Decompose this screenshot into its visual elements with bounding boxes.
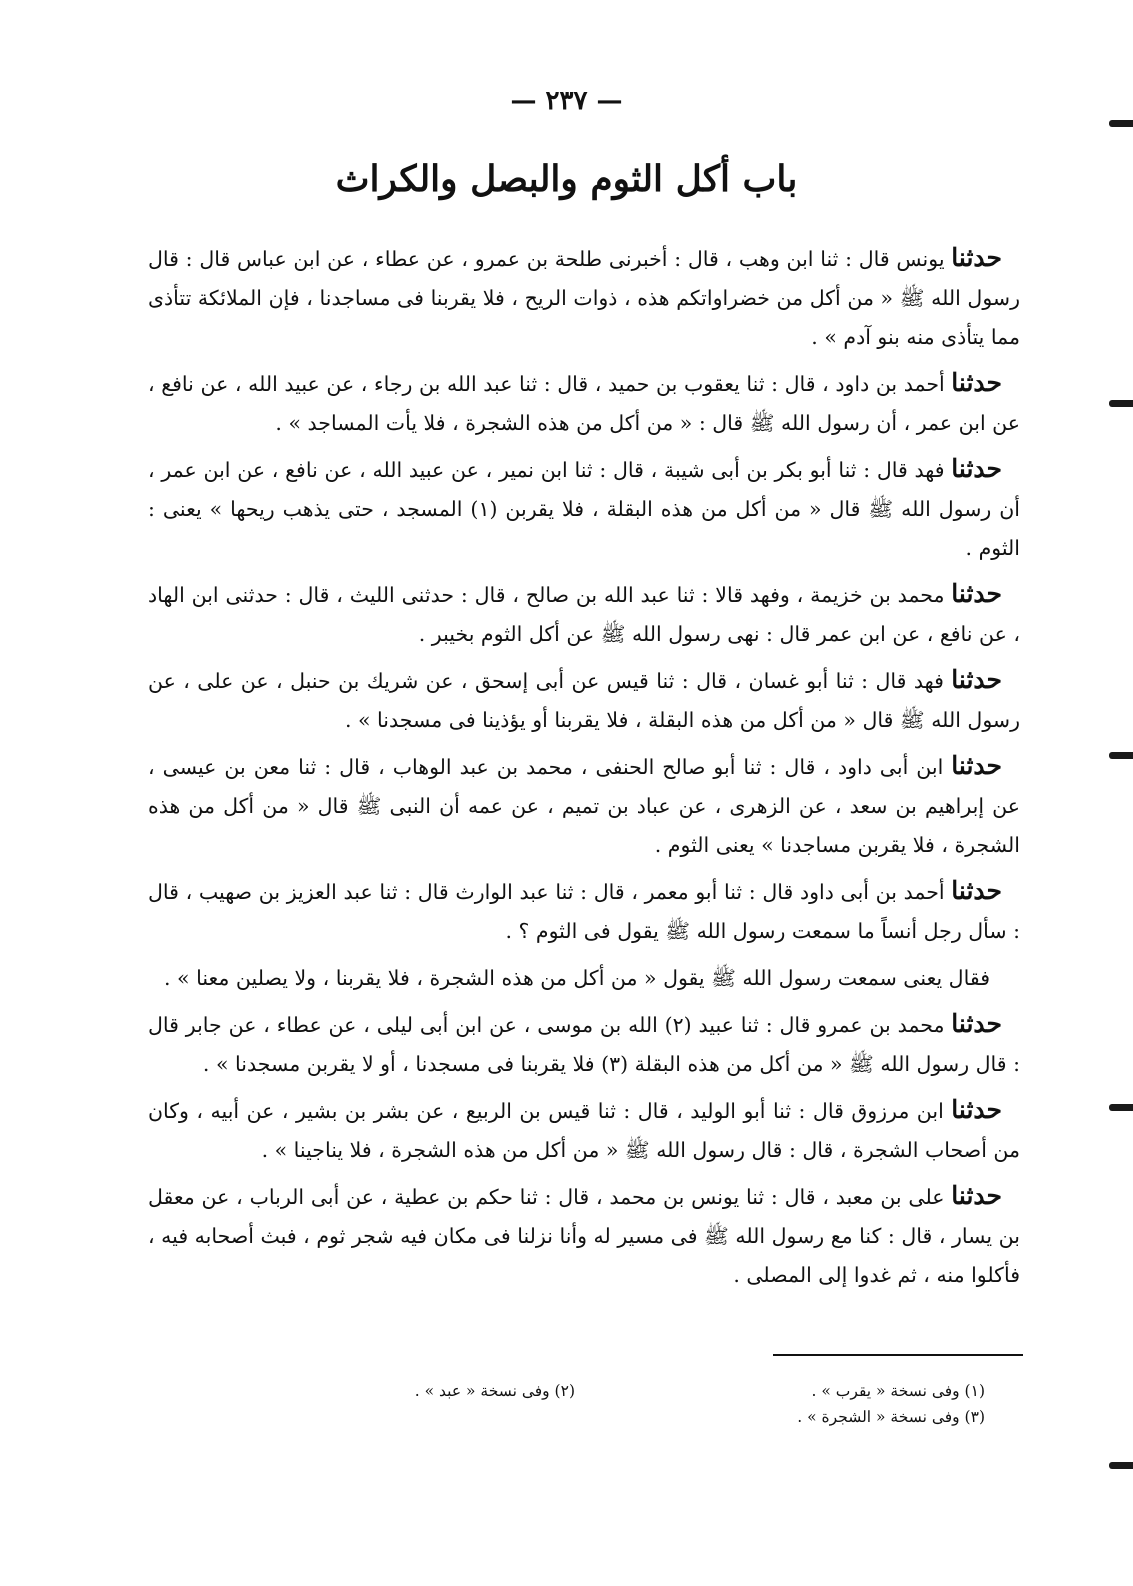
paragraph-lead: حدثنا bbox=[951, 579, 1002, 608]
hadith-paragraph bbox=[148, 1004, 1020, 1084]
page-edge-mark bbox=[1109, 752, 1133, 759]
hadith-paragraph bbox=[148, 746, 1020, 865]
paragraph-text: ابن مرزوق قال : ثنا أبو الوليد ، قال : ثنا قيس بن الربيع ، عن بشر بن بشير ، عن أبيه ، وكان من أصحاب الشجرة ، قال : قال رسول الله ﷺ « من أكل من هذه الشجرة ، فلا يناجينا » . bbox=[148, 1099, 1020, 1162]
paragraph-lead: حدثنا bbox=[951, 1009, 1002, 1038]
paragraph-lead: حدثنا bbox=[951, 1181, 1002, 1210]
hadith-paragraph bbox=[148, 238, 1020, 357]
paragraph-lead: حدثنا bbox=[951, 1095, 1002, 1124]
page-number: — ٢٣٧ — bbox=[510, 86, 623, 116]
paragraph-text: على بن معبد ، قال : ثنا يونس بن محمد ، قال : ثنا حكم بن عطية ، عن أبى الرباب ، عن معقل بن يسار ، قال : كنا مع رسول الله ﷺ فى مسير له وأنا نزلنا فى مكان فيه شجر ثوم ، فبث أصحابه فيه ، فأكلوا منه ، ثم غدوا إلى المصلى . bbox=[148, 1185, 1020, 1287]
paragraph-lead: حدثنا bbox=[951, 876, 1002, 905]
paragraph-lead: حدثنا bbox=[951, 243, 1002, 272]
paragraph-text: محمد بن عمرو قال : ثنا عبيد (٢) الله بن موسى ، عن ابن أبى ليلى ، عن عطاء ، عن جابر قال : قال رسول الله ﷺ « من أكل من هذه البقلة (٣) فلا يقربنا فى مسجدنا ، أو لا يقربن مسجدنا » . bbox=[148, 1013, 1020, 1076]
footnote-3: (٣) وفى نسخة « الشجرة » . bbox=[797, 1408, 985, 1426]
paragraph-text: فهد قال : ثنا أبو غسان ، قال : ثنا قيس عن أبى إسحق ، عن شريك بن حنبل ، عن على ، عن رسول الله ﷺ قال « من أكل من هذه البقلة ، فلا يقربنا أو يؤذينا فى مسجدنا » . bbox=[148, 669, 1020, 732]
footnote-2: (٢) وفى نسخة « عبد » . bbox=[414, 1382, 575, 1400]
footnote-row bbox=[113, 1404, 985, 1430]
footnote-1: (١) وفى نسخة « يقرب » . bbox=[811, 1382, 985, 1400]
hadith-paragraph bbox=[148, 871, 1020, 951]
page-edge-mark bbox=[1109, 1462, 1133, 1469]
hadith-paragraph bbox=[148, 1176, 1020, 1295]
hadith-paragraph bbox=[148, 660, 1020, 740]
hadith-paragraph bbox=[148, 957, 1020, 998]
footnotes bbox=[113, 1378, 985, 1430]
paragraph-lead: حدثنا bbox=[951, 751, 1002, 780]
footnote-divider bbox=[773, 1354, 1023, 1356]
body-text bbox=[148, 238, 1020, 1301]
paragraph-text: ابن أبى داود ، قال : ثنا أبو صالح الحنفى ، محمد بن عبد الوهاب ، قال : ثنا معن بن عيسى ، عن إبراهيم بن سعد ، عن الزهرى ، عن عباد بن تميم ، عن عمه أن النبى ﷺ قال « من أكل من هذه الشجرة ، فلا يقربن مساجدنا » يعنى الثوم . bbox=[148, 755, 1020, 857]
paragraph-text: فقال يعنى سمعت رسول الله ﷺ يقول « من أكل من هذه الشجرة ، فلا يقربنا ، ولا يصلين معنا » . bbox=[164, 966, 990, 990]
hadith-paragraph bbox=[148, 449, 1020, 568]
page-edge-mark bbox=[1109, 120, 1133, 127]
hadith-paragraph bbox=[148, 1090, 1020, 1170]
chapter-title: باب أكل الثوم والبصل والكراث bbox=[335, 158, 798, 200]
paragraph-text: أحمد بن أبى داود قال : ثنا أبو معمر ، قال : ثنا عبد الوارث قال : ثنا عبد العزيز بن صهيب ، قال : سأل رجل أنساً ما سمعت رسول الله ﷺ يقول فى الثوم ؟ . bbox=[148, 880, 1020, 943]
paragraph-text: محمد بن خزيمة ، وفهد قالا : ثنا عبد الله بن صالح ، قال : حدثنى الليث ، قال : حدثنى ابن الهاد ، عن نافع ، عن ابن عمر قال : نهى رسول الله ﷺ عن أكل الثوم بخيبر . bbox=[148, 583, 1020, 646]
page-edge-mark bbox=[1109, 1104, 1133, 1111]
paragraph-text: يونس قال : ثنا ابن وهب ، قال : أخبرنى طلحة بن عمرو ، عن عطاء ، عن ابن عباس قال : قال رسول الله ﷺ « من أكل من خضراواتكم هذه ، ذوات الريح ، فلا يقربنا فى مساجدنا ، فإن الملائكة تتأذى مما يتأذى منه بنو آدم » . bbox=[148, 247, 1020, 349]
footnote-row bbox=[113, 1378, 985, 1404]
paragraph-lead: حدثنا bbox=[951, 368, 1002, 397]
paragraph-text: أحمد بن داود ، قال : ثنا يعقوب بن حميد ، قال : ثنا عبد الله بن رجاء ، عن عبيد الله ، عن نافع ، عن ابن عمر ، أن رسول الله ﷺ قال : « من أكل من هذه الشجرة ، فلا يأت المساجد » . bbox=[148, 372, 1020, 435]
paragraph-lead: حدثنا bbox=[951, 665, 1002, 694]
paragraph-lead: حدثنا bbox=[951, 454, 1002, 483]
paragraph-text: فهد قال : ثنا أبو بكر بن أبى شيبة ، قال : ثنا ابن نمير ، عن عبيد الله ، عن نافع ، عن ابن عمر ، أن رسول الله ﷺ قال « من أكل من هذه البقلة ، فلا يقربن (١) المسجد ، حتى يذهب ريحها » يعنى : الثوم . bbox=[148, 458, 1020, 560]
page-edge-mark bbox=[1109, 400, 1133, 407]
hadith-paragraph bbox=[148, 363, 1020, 443]
hadith-paragraph bbox=[148, 574, 1020, 654]
